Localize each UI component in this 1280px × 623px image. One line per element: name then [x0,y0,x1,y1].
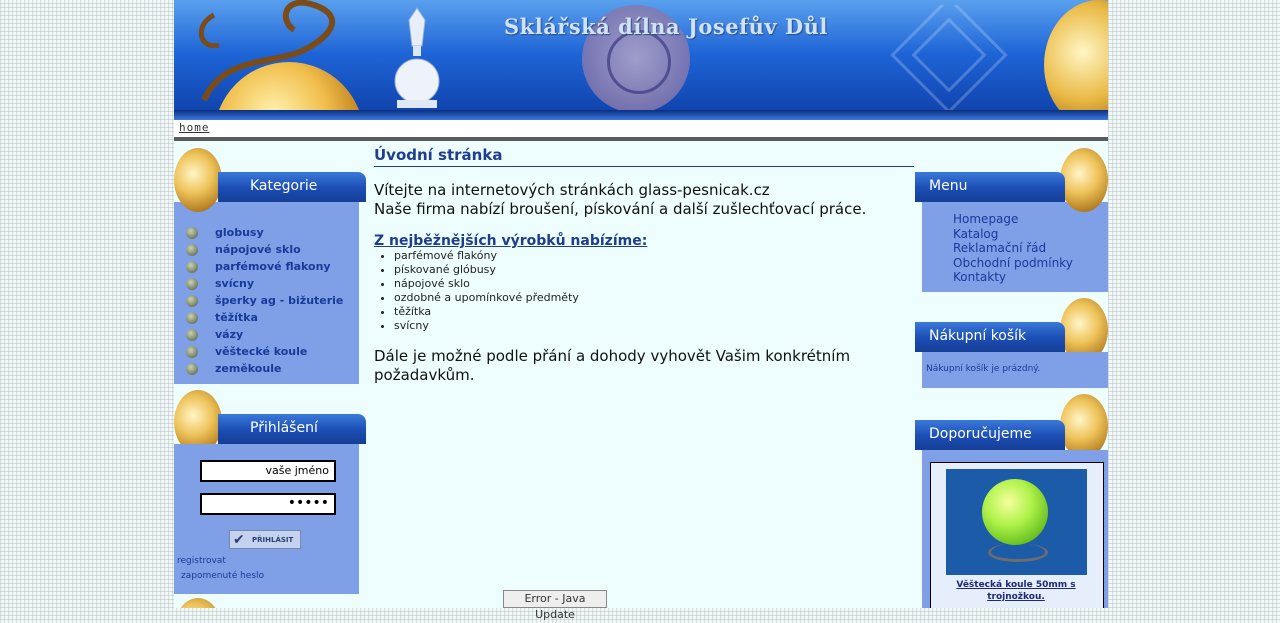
globe-icon [1060,394,1108,458]
globe-icon [174,598,222,608]
category-item[interactable]: těžítka [174,309,359,326]
categories-title: Kategorie [250,178,318,194]
menu-item[interactable]: Homepage [953,212,1019,226]
page-container [174,0,1108,608]
globe-icon [174,148,222,212]
login-title: Přihlášení [250,420,318,436]
perfume-bottle-image [389,6,445,110]
intro-line-2: Naše firma nabízí broušení, pískování a další zušlechťovací práce. [374,200,867,218]
menu-item[interactable]: Reklamační řád [953,241,1047,255]
cart-title: Nákupní košík [929,328,1027,344]
bullet-icon [186,363,198,375]
username-field[interactable]: vaše jméno [200,460,336,482]
category-item[interactable]: svícny [174,275,359,292]
category-item[interactable]: parfémové flakony [174,258,359,275]
menu-item[interactable]: Katalog [953,226,999,241]
bullet-icon [186,329,198,341]
cart-box [915,298,1108,388]
login-box [174,390,366,594]
nav-home-link[interactable]: home [179,121,210,134]
recommend-body [922,450,1108,608]
list-item: • nápojové sklo [394,277,914,291]
list-item: • svícny [394,319,914,333]
nav-divider [174,137,1108,141]
menu-header [915,172,1065,202]
recommend-title: Doporučujeme [929,426,1032,442]
login-form [174,444,359,594]
product-image[interactable] [946,469,1087,575]
recommend-box [915,394,1108,608]
globe-icon [1060,148,1108,212]
categories-header [218,172,366,202]
category-item[interactable]: zeměkoule [174,360,359,377]
menu-list [922,202,1108,292]
bullet-icon [186,244,198,256]
intro-line-1: Vítejte na internetových stránkách glass-pesnicak.cz [374,181,770,199]
categories-box [174,148,366,384]
bullet-icon [186,295,198,307]
category-item[interactable]: nápojové sklo [174,241,359,258]
bullet-icon [186,312,198,324]
site-header-banner [174,0,1108,120]
bullet-icon [186,227,198,239]
bullet-icon [186,261,198,273]
recommend-product-link[interactable]: Věštecká koule 50mm s trojnožkou. [956,580,1076,602]
menu-title: Menu [929,178,968,194]
checkmark-icon: ✔ [233,532,245,548]
list-item: • ozdobné a upomínkové předměty [394,291,914,305]
list-item: • těžítka [394,305,914,319]
category-item[interactable]: globusy [174,224,359,241]
category-item[interactable]: vázy [174,326,359,343]
menu-item[interactable]: Kontakty [953,270,1007,284]
outro-text: Dále je možné podle přání a dohody vyhovět Vašim konkrétním požadavkům. [374,347,851,384]
bullet-icon [186,346,198,358]
register-link[interactable]: registrovat [177,556,226,566]
bullet-icon [186,278,198,290]
menu-item[interactable]: Obchodní podmínky [953,255,1073,270]
password-field[interactable]: ••••• [200,493,336,515]
login-button[interactable]: ✔ PŘIHLÁSIT [229,530,301,549]
nav-bar [174,120,1108,137]
page-title: Úvodní stránka [374,146,914,167]
decorative-knot-pattern [864,5,1034,115]
main-content [374,146,914,385]
cart-header [915,322,1065,352]
category-item[interactable]: věštecké koule [174,343,359,360]
list-item: • parfémové flakóny [394,249,914,263]
status-tooltip: Error - Java Update [503,590,607,608]
menu-box [915,148,1108,292]
forgot-password-link[interactable]: zapomenuté heslo [181,571,265,581]
product-card[interactable] [930,462,1104,608]
list-item: • pískované glóbusy [394,263,914,277]
golden-globe-right [1044,0,1108,120]
crystal-ball-image [982,479,1048,545]
product-list [374,249,914,333]
categories-list [174,202,359,384]
products-heading: Z nejběžnějších výrobků nabízíme: [374,233,648,249]
tripod-stand-image [988,543,1048,562]
cart-body [922,352,1108,388]
category-item[interactable]: šperky ag - bižuterie [174,292,359,309]
login-header [218,414,366,444]
cart-status: Nákupní košík je prázdný. [926,364,1041,374]
recommend-header [915,420,1065,450]
site-title: Sklářská dílna Josefův Důl [504,14,828,39]
